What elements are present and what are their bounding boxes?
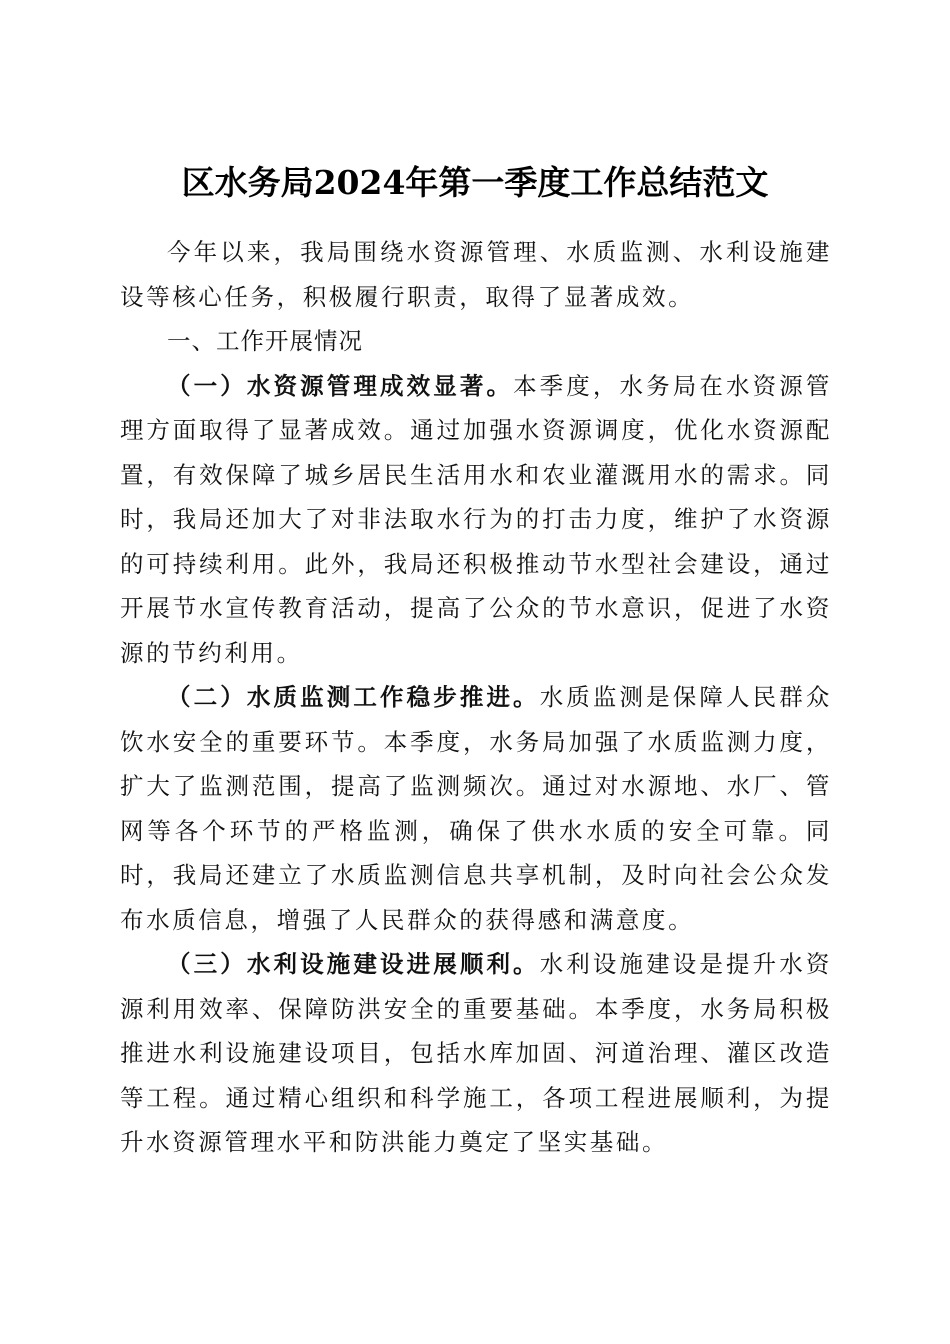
- document-title: 区水务局2024年第一季度工作总结范文: [181, 163, 769, 203]
- paragraph-text: 水利设施建设是提升水资源利用效率、保障防洪安全的重要基础。本季度，水务局积极推进水利设施建设项目，包括水库加固、河道治理、灌区改造等工程。通过精心组织和科学施工，各项工程进展顺利，为提升水资源管理水平和防洪能力奠定了坚实基础。: [120, 950, 832, 1156]
- document-body: [120, 230, 832, 1165]
- paragraph-lead: （一）水资源管理成效显著。: [167, 371, 514, 400]
- paragraph-lead: （三）水利设施建设进展顺利。: [167, 950, 540, 978]
- paragraph-water-quality: [120, 675, 832, 942]
- intro-paragraph: 今年以来，我局围绕水资源管理、水质监测、水利设施建设等核心任务，积极履行职责，取得了显著成效。: [120, 238, 832, 311]
- paragraph-water-facilities: [120, 942, 832, 1165]
- section-heading: 一、工作开展情况: [167, 327, 363, 355]
- paragraph-lead: （二）水质监测工作稳步推进。: [167, 683, 540, 711]
- paragraph-text: 水质监测是保障人民群众饮水安全的重要环节。本季度，水务局加强了水质监测力度，扩大了监测范围，提高了监测频次。通过对水源地、水厂、管网等各个环节的严格监测，确保了供水水质的安全可靠。同时，我局还建立了水质监测信息共享机制，及时向社会公众发布水质信息，增强了人民群众的获得感和满意度。: [120, 683, 832, 934]
- paragraph-text: 本季度，水务局在水资源管理方面取得了显著成效。通过加强水资源调度，优化水资源配置，有效保障了城乡居民生活用水和农业灌溉用水的需求。同时，我局还加大了对非法取水行为的打击力度，维护了水资源的可持续利用。此外，我局还积极推动节水型社会建设，通过开展节水宣传教育活动，提高了公众的节水意识，促进了水资源的节约利用。: [120, 371, 832, 667]
- paragraph-water-resources: [120, 364, 832, 676]
